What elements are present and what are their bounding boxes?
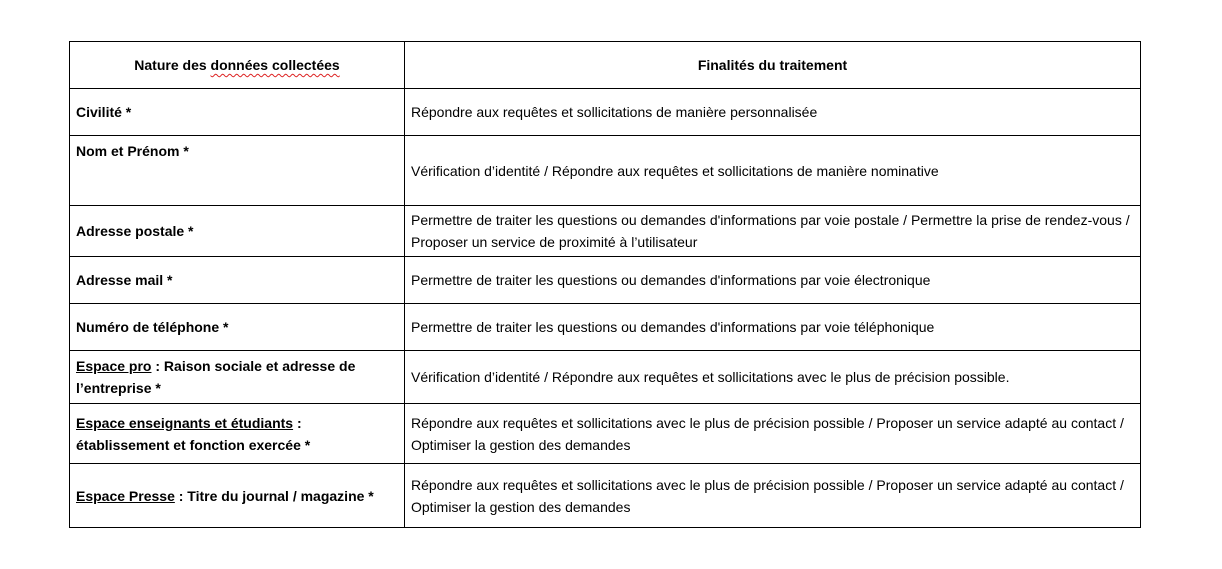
- row-purpose: Permettre de traiter les questions ou demandes d'informations par voie postale / Permettre la prise de rendez-vous / Proposer un service de proximité à l’utilisateur: [405, 206, 1141, 257]
- row-label: [70, 464, 405, 528]
- row-label-rest: : Titre du journal / magazine *: [174, 487, 374, 504]
- row-purpose: Permettre de traiter les questions ou demandes d'informations par voie électronique: [405, 257, 1141, 304]
- row-purpose: Répondre aux requêtes et sollicitations avec le plus de précision possible / Proposer un service adapté au contact / Optimiser la gestion des demandes: [405, 404, 1141, 464]
- row-purpose: Répondre aux requêtes et sollicitations avec le plus de précision possible / Proposer un service adapté au contact / Optimiser la gestion des demandes: [405, 464, 1141, 528]
- table-row: [70, 304, 1141, 351]
- row-label-underlined: Espace pro: [76, 358, 152, 374]
- header-data-nature-underlined: données collectées: [210, 57, 340, 73]
- row-label-rest: : établissement et fonction exercée *: [76, 414, 311, 453]
- table-row: [70, 257, 1141, 304]
- row-label: Nom et Prénom *: [70, 136, 405, 206]
- table-row: [70, 136, 1141, 206]
- data-processing-table: [69, 41, 1141, 528]
- row-label: Adresse postale *: [70, 206, 405, 257]
- table-row: [70, 404, 1141, 464]
- row-purpose: Vérification d’identité / Répondre aux requêtes et sollicitations de manière nominative: [405, 136, 1141, 206]
- header-processing-purpose: Finalités du traitement: [405, 42, 1141, 89]
- header-data-nature-prefix: Nature des: [134, 57, 211, 73]
- row-label-underlined: Espace Presse: [76, 487, 175, 504]
- row-purpose: Répondre aux requêtes et sollicitations de manière personnalisée: [405, 89, 1141, 136]
- row-purpose: Vérification d’identité / Répondre aux requêtes et sollicitations avec le plus de précision possible.: [405, 351, 1141, 404]
- row-label: [70, 351, 405, 404]
- table-row: [70, 464, 1141, 528]
- row-label: Civilité *: [70, 89, 405, 136]
- row-purpose: Permettre de traiter les questions ou demandes d'informations par voie téléphonique: [405, 304, 1141, 351]
- table-row: [70, 206, 1141, 257]
- row-label-underlined: Espace enseignants et étudiants: [76, 414, 294, 431]
- table-row: [70, 351, 1141, 404]
- row-label: Adresse mail *: [70, 257, 405, 304]
- table-header-row: [70, 42, 1141, 89]
- row-label-rest: : Raison sociale et adresse de l’entreprise *: [76, 358, 356, 396]
- header-data-nature: [70, 42, 405, 89]
- row-label: [70, 404, 405, 464]
- row-label: Numéro de téléphone *: [70, 304, 405, 351]
- table-row: [70, 89, 1141, 136]
